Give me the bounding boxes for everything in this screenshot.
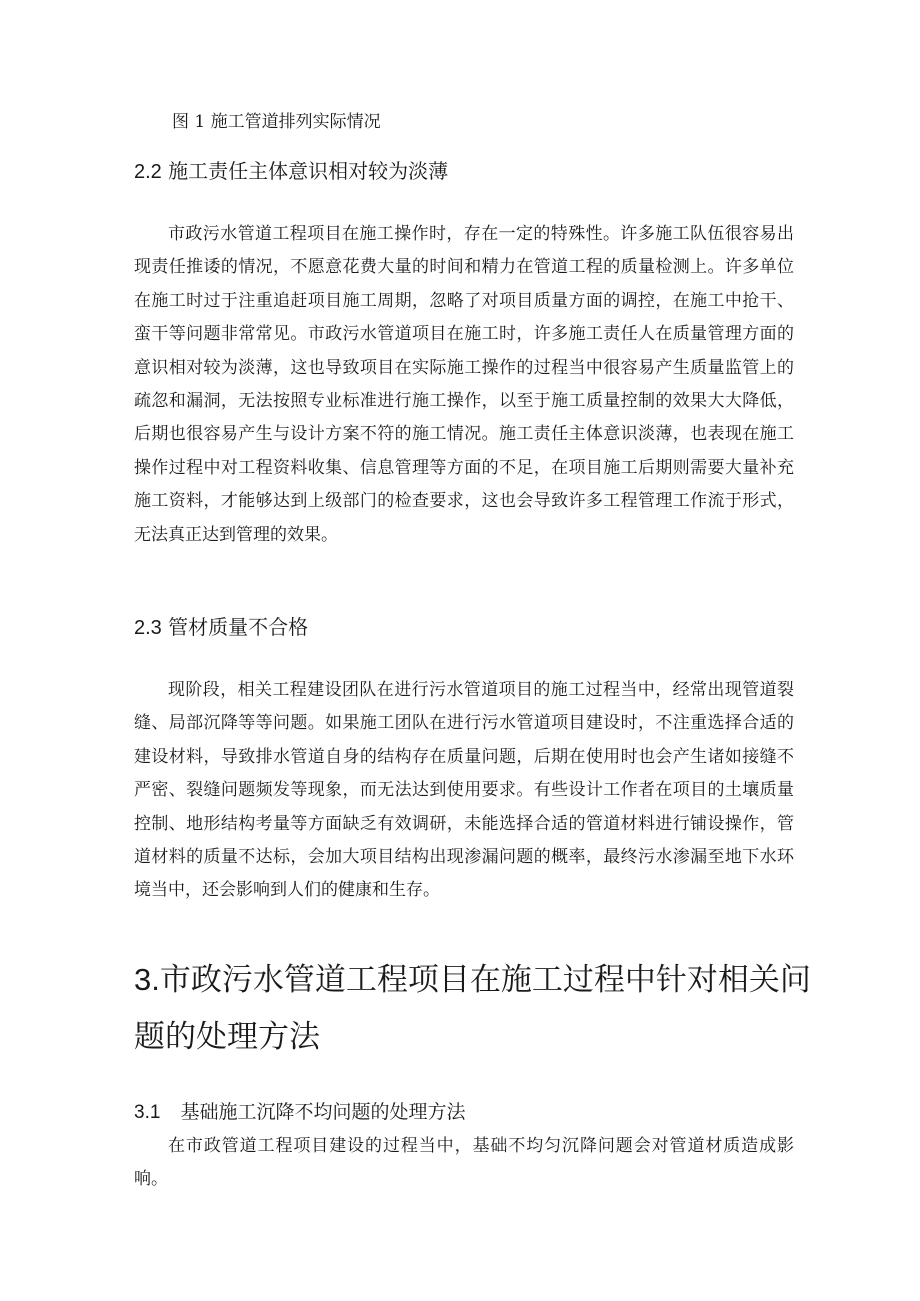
- paragraph-2-2: 市政污水管道工程项目在施工操作时，存在一定的特殊性。许多施工队伍很容易出现责任推诿的情况，不愿意花费大量的时间和精力在管道工程的质量检测上。许多单位在施工时过于注重追赶项目施工周期，忽略了对项目质量方面的调控，在施工中抢干、蛮干等问题非常常见。市政污水管道项目在施工时，许多施工责任人在质量管理方面的意识相对较为淡薄，这也导致项目在实际施工操作的过程当中很容易产生质量监管上的疏忽和漏洞，无法按照专业标准进行施工操作，以至于施工质量控制的效果大大降低，后期也很容易产生与设计方案不符的施工情况。施工责任主体意识淡薄，也表现在施工操作过程中对工程资料收集、信息管理等方面的不足，在项目施工后期则需要大量补充施工资料，才能够达到上级部门的检查要求，这也会导致许多工程管理工作流于形式，无法真正达到管理的效果。: [134, 224, 794, 545]
- chapter-number: 3.: [134, 962, 160, 997]
- paragraph-3-1: 在市政管道工程项目建设的过程当中，基础不均匀沉降问题会对管道材质造成影响。: [134, 1136, 794, 1190]
- section-number: 2.2: [134, 161, 162, 183]
- chapter-title: 市政污水管道工程项目在施工过程中针对相关问题的处理方法: [134, 962, 811, 1055]
- section-heading-3-1: [134, 1098, 465, 1127]
- section-heading-2-3: [134, 613, 308, 642]
- section-number: 2.3: [134, 617, 162, 639]
- paragraph-2-3: 现阶段，相关工程建设团队在进行污水管道项目的施工过程当中，经常出现管道裂缝、局部沉降等等问题。如果施工团队在进行污水管道项目建设时，不注重选择合适的建设材料，导致排水管道自身的结构存在质量问题，后期在使用时也会产生诸如接缝不严密、裂缝问题频发等现象，而无法达到使用要求。有些设计工作者在项目的土壤质量控制、地形结构考量等方面缺乏有效调研，未能选择合适的管道材料进行铺设操作，管道材料的质量不达标，会加大项目结构出现渗漏问题的概率，最终污水渗漏至地下水环境当中，还会影响到人们的健康和生存。: [134, 680, 794, 901]
- figure-caption: 图 1 施工管道排列实际情况: [172, 112, 381, 132]
- section-title: 施工责任主体意识相对较为淡薄: [168, 159, 449, 183]
- section-heading-2-2: [134, 157, 448, 186]
- chapter-heading-3: [134, 951, 814, 1066]
- section-number: 3.1: [134, 1102, 161, 1123]
- section-title: 基础施工沉降不均问题的处理方法: [180, 1101, 466, 1123]
- section-title: 管材质量不合格: [168, 615, 309, 639]
